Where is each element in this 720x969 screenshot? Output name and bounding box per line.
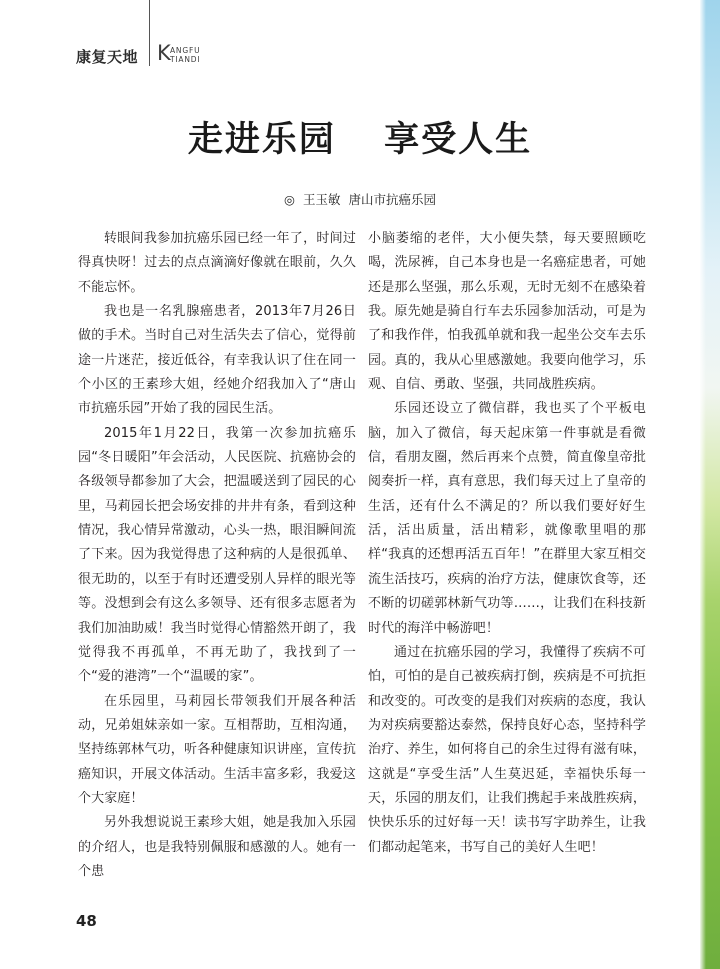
paragraph: 乐园还设立了微信群，我也买了个平板电脑，加入了微信，每天起床第一件事就是看微信，看朋友圈，然后再来个点赞，简直像皇帝批阅奏折一样，真有意思，我们每天过上了皇帝的生活，还有什么不满足的？所以我们要好好生活，活出质量，活出精彩，就像歌里唱的那样“我真的还想再活五百年！”在群里大家互相交流生活技巧，疾病的治疗方法，健康饮食等，还不断的切磋郭林新气功等……，让我们在科技新时代的海洋中畅游吧！	[368, 401, 646, 636]
section-title: 康复天地	[76, 48, 139, 66]
article-title: 走进乐园 享受人生	[187, 119, 533, 160]
paragraph: 另外我想说说王素珍大姐，她是我加入乐园的介绍人，也是我特别佩服和感激的人。她有一个患	[78, 815, 356, 879]
paragraph-continued: 小脑萎缩的老伴，大小便失禁，每天要照顾吃喝，洗尿裤，自己本身也是一名癌症患者，可她还是那么坚强，那么乐观，无时无刻不在感染着我。原先她是骑自行车去乐园参加活动，可是为了和我作伴，怕我孤单就和我一起坐公交车去乐园。真的，我从心里感激她。我要向他学习，乐观、自信、勇敢、坚强，共同战胜疾病。	[368, 231, 646, 393]
paragraph: 通过在抗癌乐园的学习，我懂得了疾病不可怕，可怕的是自己被疾病打倒，疾病是不可抗拒和改变的。可改变的是我们对疾病的态度，我认为对疾病要豁达泰然，保持良好心态，坚持科学治疗、养生，如何将自己的余生过得有滋有味，这就是“享受生活”人生莫迟延，幸福快乐每一天，乐园的朋友们，让我们携起手来战胜疾病，快快乐乐的过好每一天！读书写字助养生，让我们都动起笔来，书写自己的美好人生吧！	[368, 644, 646, 855]
logo-line-2: TIANDI	[170, 55, 201, 64]
author-affiliation: 唐山市抗癌乐园	[348, 192, 436, 207]
paragraph: 我也是一名乳腺癌患者，2013年7月26日做的手术。当时自己对生活失去了信心，觉得前途一片迷茫，接近低谷，有幸我认识了住在同一个小区的王素珍大姐，经她介绍我加入了“唐山市抗癌乐园”开始了我的园民生活。	[78, 304, 356, 417]
header-divider	[149, 0, 150, 66]
paragraph: 2015年1月22日，我第一次参加抗癌乐园“冬日暖阳”年会活动，人民医院、抗癌协会的各级领导都参加了大会，把温暖送到了园民的心里，马莉园长把会场安排的井井有条，看到这种情况，我心情异常激动，心头一热，眼泪瞬间流了下来。因为我觉得患了这种病的人是很孤单、很无助的，以至于有时还遭受别人异样的眼光等等。没想到会有这么多领导、还有很多志愿者为我们加油助威！我当时觉得心情豁然开朗了，我觉得我不再孤单，不再无助了，我找到了一个“爱的港湾”一个“温暖的家”。	[78, 425, 356, 685]
author-name: 王玉敏	[302, 192, 341, 207]
logo-line-1: ANGFU	[170, 46, 201, 55]
page-number: 48	[76, 912, 97, 930]
logo-letter: K	[157, 41, 171, 65]
article-column-left	[78, 227, 356, 884]
paragraph: 在乐园里，马莉园长带领我们开展各种活动，兄弟姐妹亲如一家。互相帮助，互相沟通，坚持练郭林气功，听各种健康知识讲座，宣传抗癌知识，开展文体活动。生活丰富多彩，我爱这个大家庭！	[78, 693, 356, 806]
article-column-right	[368, 227, 646, 860]
article-byline	[0, 191, 720, 209]
byline-mark: ◎	[284, 192, 295, 207]
paragraph: 转眼间我参加抗癌乐园已经一年了，时间过得真快呀！过去的点点滴滴好像就在眼前，久久不能忘怀。	[78, 231, 356, 295]
